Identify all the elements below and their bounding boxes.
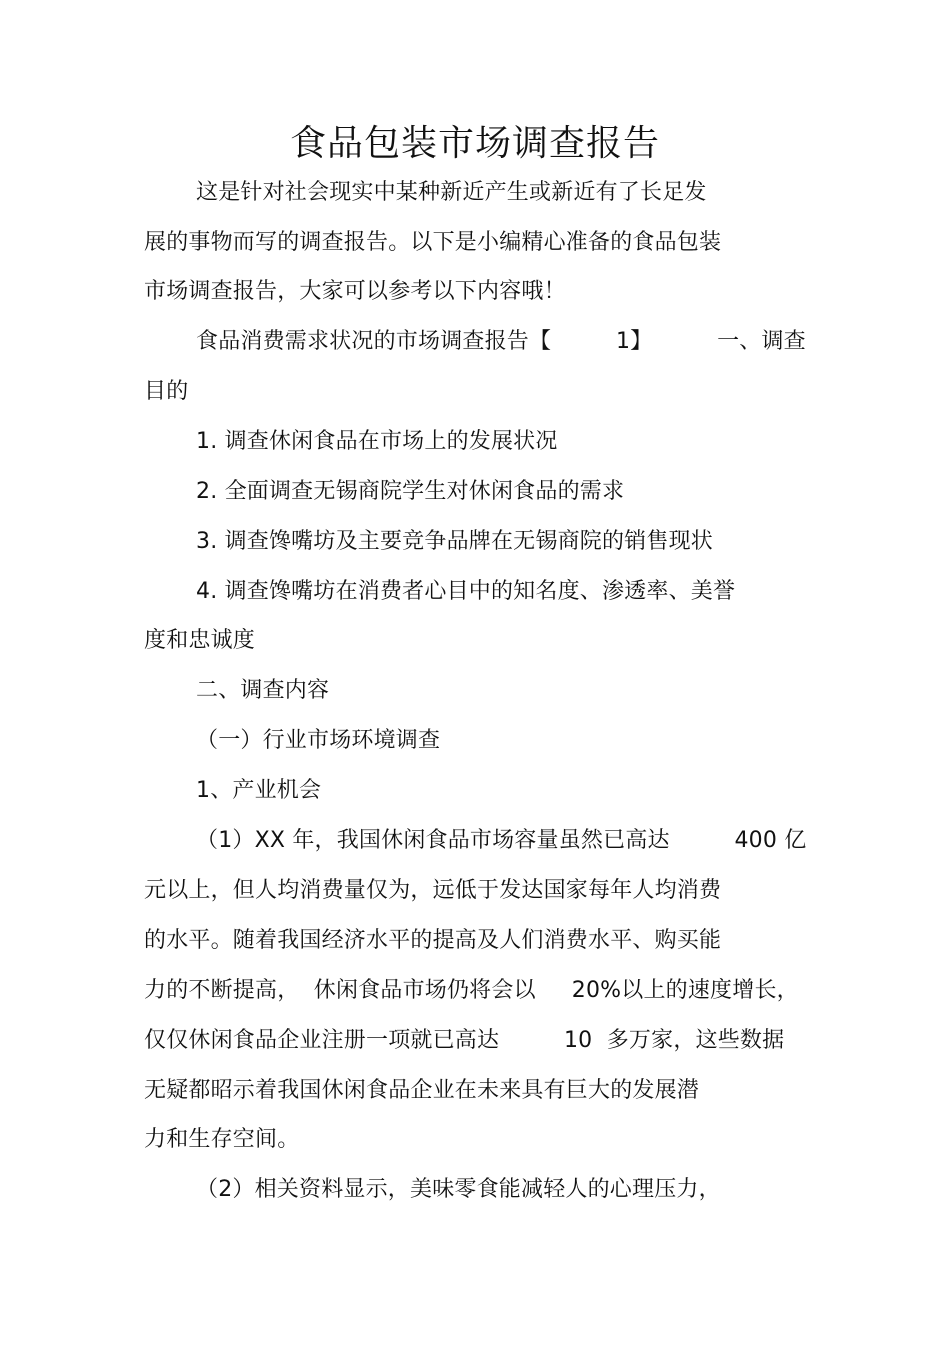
- paragraph-line: 仅仅休闲食品企业注册一项就已高达 10 多万家，这些数据: [144, 1028, 785, 1053]
- intro-line-1: 这是针对社会现实中某种新近产生或新近有了长足发: [196, 180, 707, 205]
- list-item: 4. 调查馋嘴坊在消费者心目中的知名度、渗透率、美誉: [196, 579, 736, 604]
- paragraph-line: 无疑都昭示着我国休闲食品企业在未来具有巨大的发展潜: [144, 1078, 700, 1103]
- section-heading: 二、调查内容: [196, 678, 330, 703]
- paragraph-line: 力和生存空间。: [144, 1127, 300, 1152]
- document-title: 食品包装市场调查报告: [289, 123, 660, 164]
- list-item: 3. 调查馋嘴坊及主要竞争品牌在无锡商院的销售现状: [196, 529, 713, 554]
- list-item: 1. 调查休闲食品在市场上的发展状况: [196, 429, 558, 454]
- paragraph-line: 力的不断提高， 休闲食品市场仍将会以 20%以上的速度增长，: [144, 978, 799, 1003]
- list-item: 2. 全面调查无锡商院学生对休闲食品的需求: [196, 479, 625, 504]
- report-heading-line: 食品消费需求状况的市场调查报告【 1】 一、调查: [196, 329, 806, 354]
- paragraph-line: （2）相关资料显示，美味零食能减轻人的心理压力，: [196, 1177, 721, 1202]
- paragraph-line: （1）XX 年，我国休闲食品市场容量虽然已高达 400 亿: [196, 828, 807, 853]
- report-heading-line-cont: 目的: [144, 379, 189, 404]
- list-item-cont: 度和忠诚度: [144, 628, 256, 653]
- intro-line-3: 市场调查报告，大家可以参考以下内容哦！: [144, 279, 566, 304]
- subsection-heading: 1、产业机会: [196, 778, 322, 803]
- paragraph-line: 的水平。随着我国经济水平的提高及人们消费水平、购买能: [144, 928, 722, 953]
- paragraph-line: 元以上，但人均消费量仅为，远低于发达国家每年人均消费: [144, 878, 722, 903]
- intro-line-2: 展的事物而写的调查报告。以下是小编精心准备的食品包装: [144, 230, 722, 255]
- subsection-heading: （一）行业市场环境调查: [196, 728, 441, 753]
